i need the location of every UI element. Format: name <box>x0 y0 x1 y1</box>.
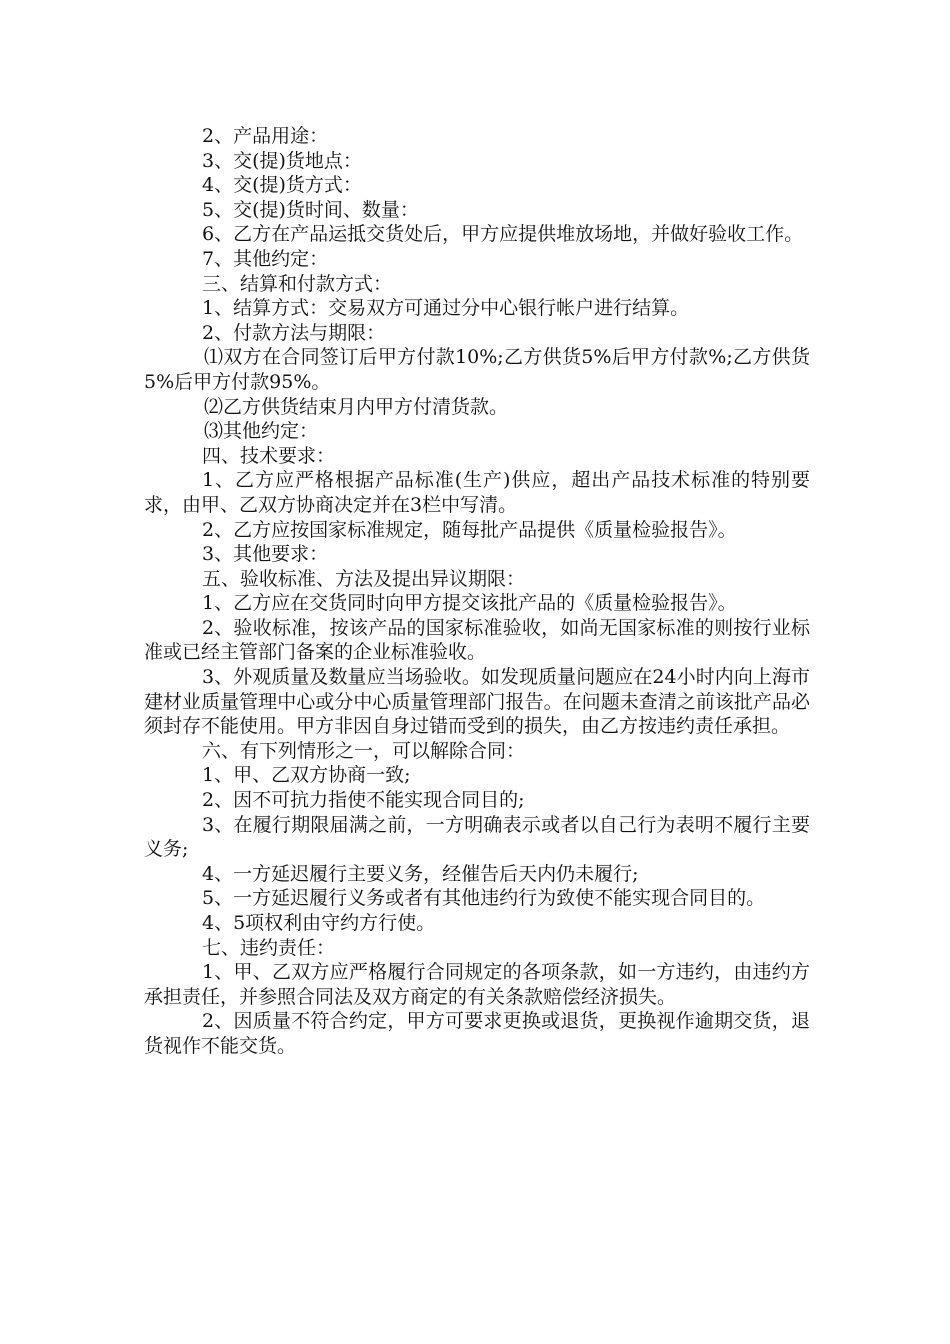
clause-quality-report: 2、乙方应按国家标准规定，随每批产品提供《质量检验报告》。 <box>202 518 737 541</box>
clause-payment-item-2: ⑵乙方供货结束月内甲方付清货款。 <box>204 395 509 418</box>
clause-technical-standard: 1、乙方应严格根据产品标准(生产)供应，超出产品技术标准的特别要求，由甲、乙双方协商决定并在3栏中写清。 <box>144 469 810 516</box>
clause-termination-2: 2、因不可抗力指使不能实现合同目的; <box>202 789 525 812</box>
clause-termination-4: 4、一方延迟履行主要义务，经催告后天内仍未履行; <box>202 862 639 885</box>
clause-termination-3: 3、在履行期限届满之前，一方明确表示或者以自己行为表明不履行主要义务; <box>144 813 810 861</box>
section-heading-termination: 六、有下列情形之一，可以解除合同： <box>202 739 526 762</box>
clause-delivery-time-quantity: 5、交(提)货时间、数量： <box>202 198 419 221</box>
clause-acceptance-standard: 2、验收标准，按该产品的国家标准验收，如尚无国家标准的则按行业标准或已经主管部门备案的企业标准验收。 <box>144 616 810 664</box>
section-heading-technical: 四、技术要求： <box>202 444 336 467</box>
section-heading-acceptance: 五、验收标准、方法及提出异议期限： <box>202 567 526 590</box>
section-heading-settlement: 三、结算和付款方式： <box>202 272 393 295</box>
clause-settlement-method: 1、结算方式：交易双方可通过分中心银行帐户进行结算。 <box>202 297 690 320</box>
clause-termination-rights: 4、5项权利由守约方行使。 <box>202 912 436 934</box>
clause-on-site-inspection: 3、外观质量及数量应当场验收。如发现质量问题应在24小时内向上海市建材业质量管理中心或分中心质量管理部门报告。在问题未查清之前该批产品必须封存不能使用。甲方非因自身过错而受到的损失，由乙方按违约责任承担。 <box>144 666 810 738</box>
clause-liability-1: 1、甲、乙双方应严格履行合同规定的各项条款，如一方违约，由违约方承担责任，并参照合同法及双方商定的有关条款赔偿经济损失。 <box>144 961 810 1008</box>
clause-payment-item-1: ⑴双方在合同签订后甲方付款10%;乙方供货5%后甲方付款%;乙方供货5%后甲方付款95%。 <box>144 346 810 393</box>
clause-payment-item-3: ⑶其他约定： <box>204 420 319 443</box>
clause-submit-report: 1、乙方应在交货同时向甲方提交该批产品的《质量检验报告》。 <box>202 592 737 615</box>
contract-text <box>144 124 810 1059</box>
clause-liability-2: 2、因质量不符合约定，甲方可要求更换或退货，更换视作逾期交货，退货视作不能交货。 <box>144 1010 810 1057</box>
section-heading-liability: 七、违约责任： <box>202 936 336 959</box>
clause-other-requirements: 3、其他要求： <box>202 543 329 566</box>
clause-termination-1: 1、甲、乙双方协商一致; <box>202 764 411 787</box>
clause-product-usage: 2、产品用途： <box>202 125 329 147</box>
clause-payment-terms: 2、付款方法与期限： <box>202 321 386 344</box>
clause-other-agreement-1: 7、其他约定： <box>202 247 329 270</box>
clause-termination-5: 5、一方延迟履行义务或者有其他违约行为致使不能实现合同目的。 <box>202 887 766 910</box>
clause-delivery-method: 4、交(提)货方式： <box>202 174 362 197</box>
clause-storage-acceptance: 6、乙方在产品运抵交货处后，甲方应提供堆放场地，并做好验收工作。 <box>202 223 804 246</box>
clause-delivery-location: 3、交(提)货地点： <box>202 149 362 172</box>
